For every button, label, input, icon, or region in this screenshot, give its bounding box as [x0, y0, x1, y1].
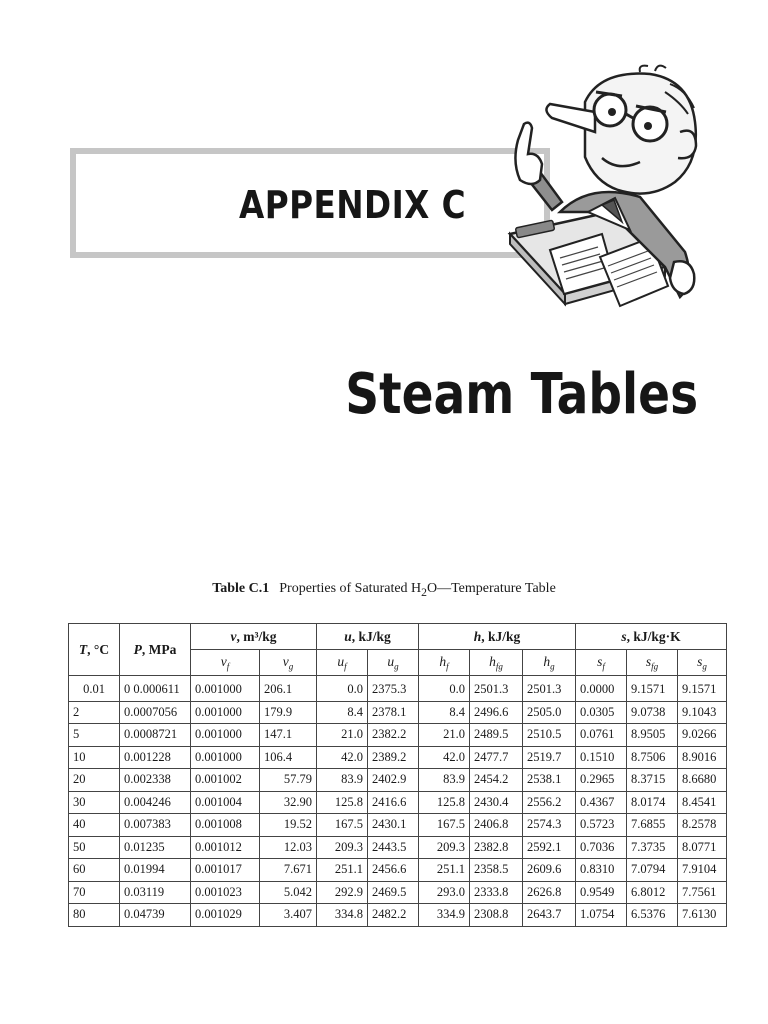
- table-cell: 9.0266: [678, 724, 727, 747]
- table-cell: 2389.2: [368, 746, 419, 769]
- subheader-u-f: $u_f$: [317, 650, 368, 676]
- table-row: [69, 881, 727, 904]
- table-cell: 206.1: [260, 676, 317, 702]
- table-cell: 0.1510: [576, 746, 627, 769]
- table-cell: 2626.8: [523, 881, 576, 904]
- header-enthalpy: h, kJ/kg: [419, 624, 576, 650]
- subheader-s-f: $s_f$: [576, 650, 627, 676]
- table-cell: 7.7561: [678, 881, 727, 904]
- table-cell: 0.8310: [576, 859, 627, 882]
- table-cell: 2430.1: [368, 814, 419, 837]
- table-cell: 0 0.000611: [120, 676, 191, 702]
- table-cell: 8.2578: [678, 814, 727, 837]
- table-row: [69, 701, 727, 724]
- table-cell: 2556.2: [523, 791, 576, 814]
- table-row: [69, 769, 727, 792]
- table-cell: 0.002338: [120, 769, 191, 792]
- table-cell: 60: [69, 859, 120, 882]
- table-row: [69, 814, 727, 837]
- subheader-v-f: $v_f$: [191, 650, 260, 676]
- header-temperature: T, °C: [69, 624, 120, 676]
- table-cell: 2308.8: [470, 904, 523, 927]
- table-cell: 0.001023: [191, 881, 260, 904]
- table-cell: 32.90: [260, 791, 317, 814]
- table-cell: 0.01235: [120, 836, 191, 859]
- table-row: [69, 676, 727, 702]
- table-cell: 8.9016: [678, 746, 727, 769]
- table-cell: 5: [69, 724, 120, 747]
- table-cell: 2378.1: [368, 701, 419, 724]
- header-internal-energy: u, kJ/kg: [317, 624, 419, 650]
- table-cell: 0.04739: [120, 904, 191, 927]
- table-cell: 8.0174: [627, 791, 678, 814]
- table-cell: 3.407: [260, 904, 317, 927]
- subheader-s-fg: $s_{fg}$: [627, 650, 678, 676]
- subheader-s-g: $s_g$: [678, 650, 727, 676]
- table-cell: 8.4: [317, 701, 368, 724]
- table-cell: 19.52: [260, 814, 317, 837]
- table-cell: 251.1: [317, 859, 368, 882]
- table-cell: 2477.7: [470, 746, 523, 769]
- table-cell: 167.5: [317, 814, 368, 837]
- table-row: [69, 836, 727, 859]
- subheader-h-f: $h_f$: [419, 650, 470, 676]
- table-cell: 21.0: [419, 724, 470, 747]
- table-cell: 7.0794: [627, 859, 678, 882]
- table-cell: 50: [69, 836, 120, 859]
- table-cell: 7.9104: [678, 859, 727, 882]
- table-cell: 2382.2: [368, 724, 419, 747]
- professor-mascot-icon: [490, 62, 720, 312]
- table-cell: 9.1571: [678, 676, 727, 702]
- table-cell: 251.1: [419, 859, 470, 882]
- table-cell: 0.001000: [191, 701, 260, 724]
- caption-text-pre: Properties of Saturated H: [279, 581, 422, 596]
- table-cell: 2482.2: [368, 904, 419, 927]
- table-cell: 293.0: [419, 881, 470, 904]
- header-pressure: P, MPa: [120, 624, 191, 676]
- table-cell: 6.8012: [627, 881, 678, 904]
- caption-label: Table C.1: [212, 581, 270, 596]
- table-cell: 7.3735: [627, 836, 678, 859]
- table-cell: 2489.5: [470, 724, 523, 747]
- appendix-label: APPENDIX C: [239, 183, 467, 227]
- table-cell: 334.8: [317, 904, 368, 927]
- table-cell: 8.4: [419, 701, 470, 724]
- table-cell: 0.0305: [576, 701, 627, 724]
- subheader-v-g: $v_g$: [260, 650, 317, 676]
- table-cell: 0.0761: [576, 724, 627, 747]
- table-cell: 7.6130: [678, 904, 727, 927]
- table-cell: 2643.7: [523, 904, 576, 927]
- table-body: [69, 676, 727, 927]
- header-specific-volume: v, m³/kg: [191, 624, 317, 650]
- table-cell: 6.5376: [627, 904, 678, 927]
- header-entropy: s, kJ/kg·K: [576, 624, 727, 650]
- table-cell: 0.01994: [120, 859, 191, 882]
- table-cell: 9.1043: [678, 701, 727, 724]
- table-header-row: [69, 624, 727, 650]
- table-cell: 0.0007056: [120, 701, 191, 724]
- table-cell: 106.4: [260, 746, 317, 769]
- table-cell: 2333.8: [470, 881, 523, 904]
- table-cell: 83.9: [419, 769, 470, 792]
- caption-text-sub: 2: [421, 585, 427, 599]
- caption-text-post: O—Temperature Table: [427, 581, 556, 596]
- table-cell: 0.001000: [191, 746, 260, 769]
- table-cell: 2510.5: [523, 724, 576, 747]
- table-cell: 8.6680: [678, 769, 727, 792]
- table-cell: 0.001228: [120, 746, 191, 769]
- steam-table: [68, 623, 727, 927]
- subheader-h-g: $h_g$: [523, 650, 576, 676]
- table-cell: 42.0: [419, 746, 470, 769]
- table-cell: 0.004246: [120, 791, 191, 814]
- table-cell: 0.9549: [576, 881, 627, 904]
- table-cell: 0.001017: [191, 859, 260, 882]
- table-cell: 12.03: [260, 836, 317, 859]
- table-cell: 2: [69, 701, 120, 724]
- table-cell: 0.001012: [191, 836, 260, 859]
- table-cell: 8.7506: [627, 746, 678, 769]
- table-cell: 8.3715: [627, 769, 678, 792]
- table-cell: 1.0754: [576, 904, 627, 927]
- table-cell: 8.9505: [627, 724, 678, 747]
- table-cell: 7.671: [260, 859, 317, 882]
- table-cell: 2430.4: [470, 791, 523, 814]
- table-cell: 334.9: [419, 904, 470, 927]
- table-cell: 147.1: [260, 724, 317, 747]
- table-cell: 2456.6: [368, 859, 419, 882]
- table-row: [69, 791, 727, 814]
- table-cell: 0.03119: [120, 881, 191, 904]
- table-cell: 0.7036: [576, 836, 627, 859]
- table-cell: 2501.3: [470, 676, 523, 702]
- table-cell: 0.2965: [576, 769, 627, 792]
- table-cell: 70: [69, 881, 120, 904]
- table-cell: 40: [69, 814, 120, 837]
- table-cell: 2375.3: [368, 676, 419, 702]
- table-cell: 2574.3: [523, 814, 576, 837]
- table-cell: 179.9: [260, 701, 317, 724]
- table-cell: 21.0: [317, 724, 368, 747]
- table-cell: 0.001004: [191, 791, 260, 814]
- table-cell: 42.0: [317, 746, 368, 769]
- table-cell: 0.0008721: [120, 724, 191, 747]
- table-cell: 57.79: [260, 769, 317, 792]
- table-row: [69, 746, 727, 769]
- table-row: [69, 724, 727, 747]
- table-cell: 0.0000: [576, 676, 627, 702]
- table-cell: 292.9: [317, 881, 368, 904]
- table-cell: 0.0: [317, 676, 368, 702]
- table-cell: 0.001029: [191, 904, 260, 927]
- table-cell: 83.9: [317, 769, 368, 792]
- table-cell: 80: [69, 904, 120, 927]
- table-row: [69, 859, 727, 882]
- table-cell: 2406.8: [470, 814, 523, 837]
- table-cell: 0.4367: [576, 791, 627, 814]
- table-cell: 0.001000: [191, 676, 260, 702]
- table-cell: 2519.7: [523, 746, 576, 769]
- page-title: Steam Tables: [345, 362, 698, 427]
- subheader-h-fg: $h_{fg}$: [470, 650, 523, 676]
- table-cell: 2496.6: [470, 701, 523, 724]
- table-row: [69, 904, 727, 927]
- table-cell: 8.4541: [678, 791, 727, 814]
- table-cell: 125.8: [317, 791, 368, 814]
- table-cell: 9.0738: [627, 701, 678, 724]
- table-cell: 0.007383: [120, 814, 191, 837]
- table-cell: 2454.2: [470, 769, 523, 792]
- table-cell: 2358.5: [470, 859, 523, 882]
- table-cell: 9.1571: [627, 676, 678, 702]
- table-cell: 0.001008: [191, 814, 260, 837]
- table-cell: 2443.5: [368, 836, 419, 859]
- table-cell: 7.6855: [627, 814, 678, 837]
- table-cell: 20: [69, 769, 120, 792]
- table-cell: 5.042: [260, 881, 317, 904]
- table-cell: 2382.8: [470, 836, 523, 859]
- table-cell: 0.5723: [576, 814, 627, 837]
- table-cell: 2592.1: [523, 836, 576, 859]
- table-cell: 125.8: [419, 791, 470, 814]
- subheader-u-g: $u_g$: [368, 650, 419, 676]
- table-cell: 2402.9: [368, 769, 419, 792]
- table-cell: 209.3: [317, 836, 368, 859]
- table-cell: 30: [69, 791, 120, 814]
- table-caption: [0, 581, 768, 599]
- table-cell: 2501.3: [523, 676, 576, 702]
- table-cell: 0.0: [419, 676, 470, 702]
- table-cell: 2609.6: [523, 859, 576, 882]
- table-cell: 2416.6: [368, 791, 419, 814]
- table-cell: 2469.5: [368, 881, 419, 904]
- table-cell: 8.0771: [678, 836, 727, 859]
- table-cell: 0.001000: [191, 724, 260, 747]
- table-cell: 2505.0: [523, 701, 576, 724]
- table-cell: 209.3: [419, 836, 470, 859]
- table-cell: 2538.1: [523, 769, 576, 792]
- table-cell: 167.5: [419, 814, 470, 837]
- table-cell: 0.001002: [191, 769, 260, 792]
- table-cell: 10: [69, 746, 120, 769]
- table-cell: 0.01: [69, 676, 120, 702]
